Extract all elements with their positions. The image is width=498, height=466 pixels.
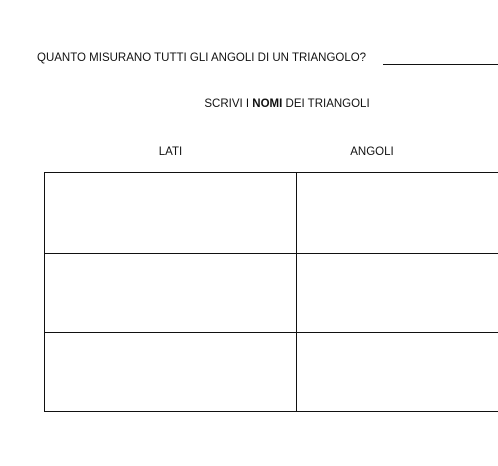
question-text: QUANTO MISURANO TUTTI GLI ANGOLI DI UN TRIANGOLO? (37, 52, 367, 64)
table-row-divider (45, 332, 498, 333)
instruction-suffix: DEI TRIANGOLI (282, 98, 370, 110)
column-header-angoli: ANGOLI (350, 146, 394, 158)
instruction-text (0, 98, 498, 110)
answer-blank-line[interactable] (383, 64, 498, 65)
table-column-divider (296, 173, 297, 411)
answer-table (44, 172, 498, 412)
table-row-divider (45, 253, 498, 254)
column-header-lati: LATI (158, 146, 183, 158)
instruction-emphasis: NOMI (252, 98, 283, 110)
instruction-prefix: SCRIVI I (204, 98, 253, 110)
